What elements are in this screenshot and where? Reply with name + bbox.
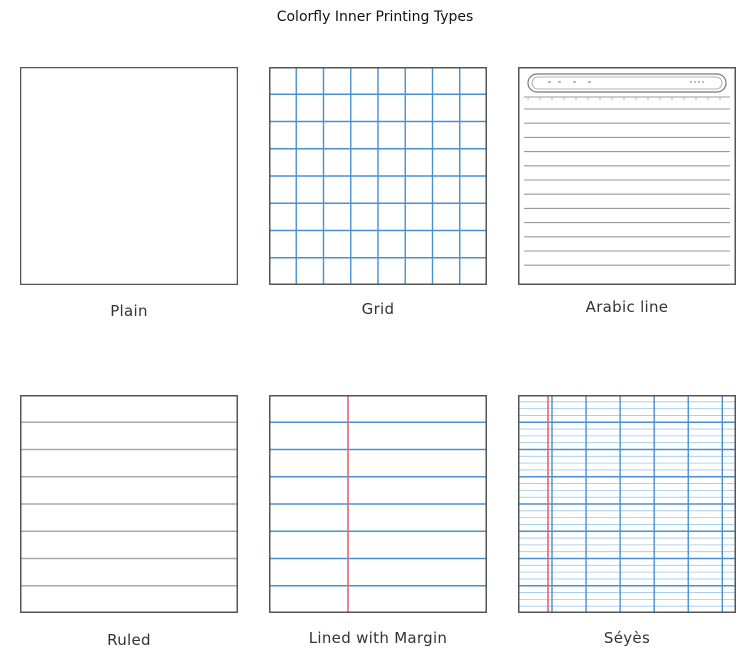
margin-label: Lined with Margin — [308, 629, 448, 647]
plain-panel — [20, 67, 238, 285]
grid-panel — [269, 67, 487, 285]
arabic-line-page-illustration — [518, 67, 736, 285]
plain-label: Plain — [110, 302, 148, 320]
seyes-label: Séyès — [603, 629, 651, 647]
ruled-page-illustration — [20, 395, 238, 613]
grid-label: Grid — [361, 300, 395, 318]
page-title: Colorfly Inner Printing Types — [276, 9, 474, 25]
seyes-page-illustration — [518, 395, 736, 613]
margin-panel — [269, 395, 487, 613]
lined-with-margin-page-illustration — [269, 395, 487, 613]
ruled-label: Ruled — [107, 631, 151, 649]
plain-page-illustration — [20, 67, 238, 285]
header-bar-inner — [532, 77, 722, 89]
page-border — [519, 68, 736, 285]
arabic-panel — [518, 67, 736, 285]
ruled-panel — [20, 395, 238, 613]
seyes-panel — [518, 395, 736, 613]
grid-page-illustration — [269, 67, 487, 285]
arabic-label: Arabic line — [585, 298, 669, 316]
